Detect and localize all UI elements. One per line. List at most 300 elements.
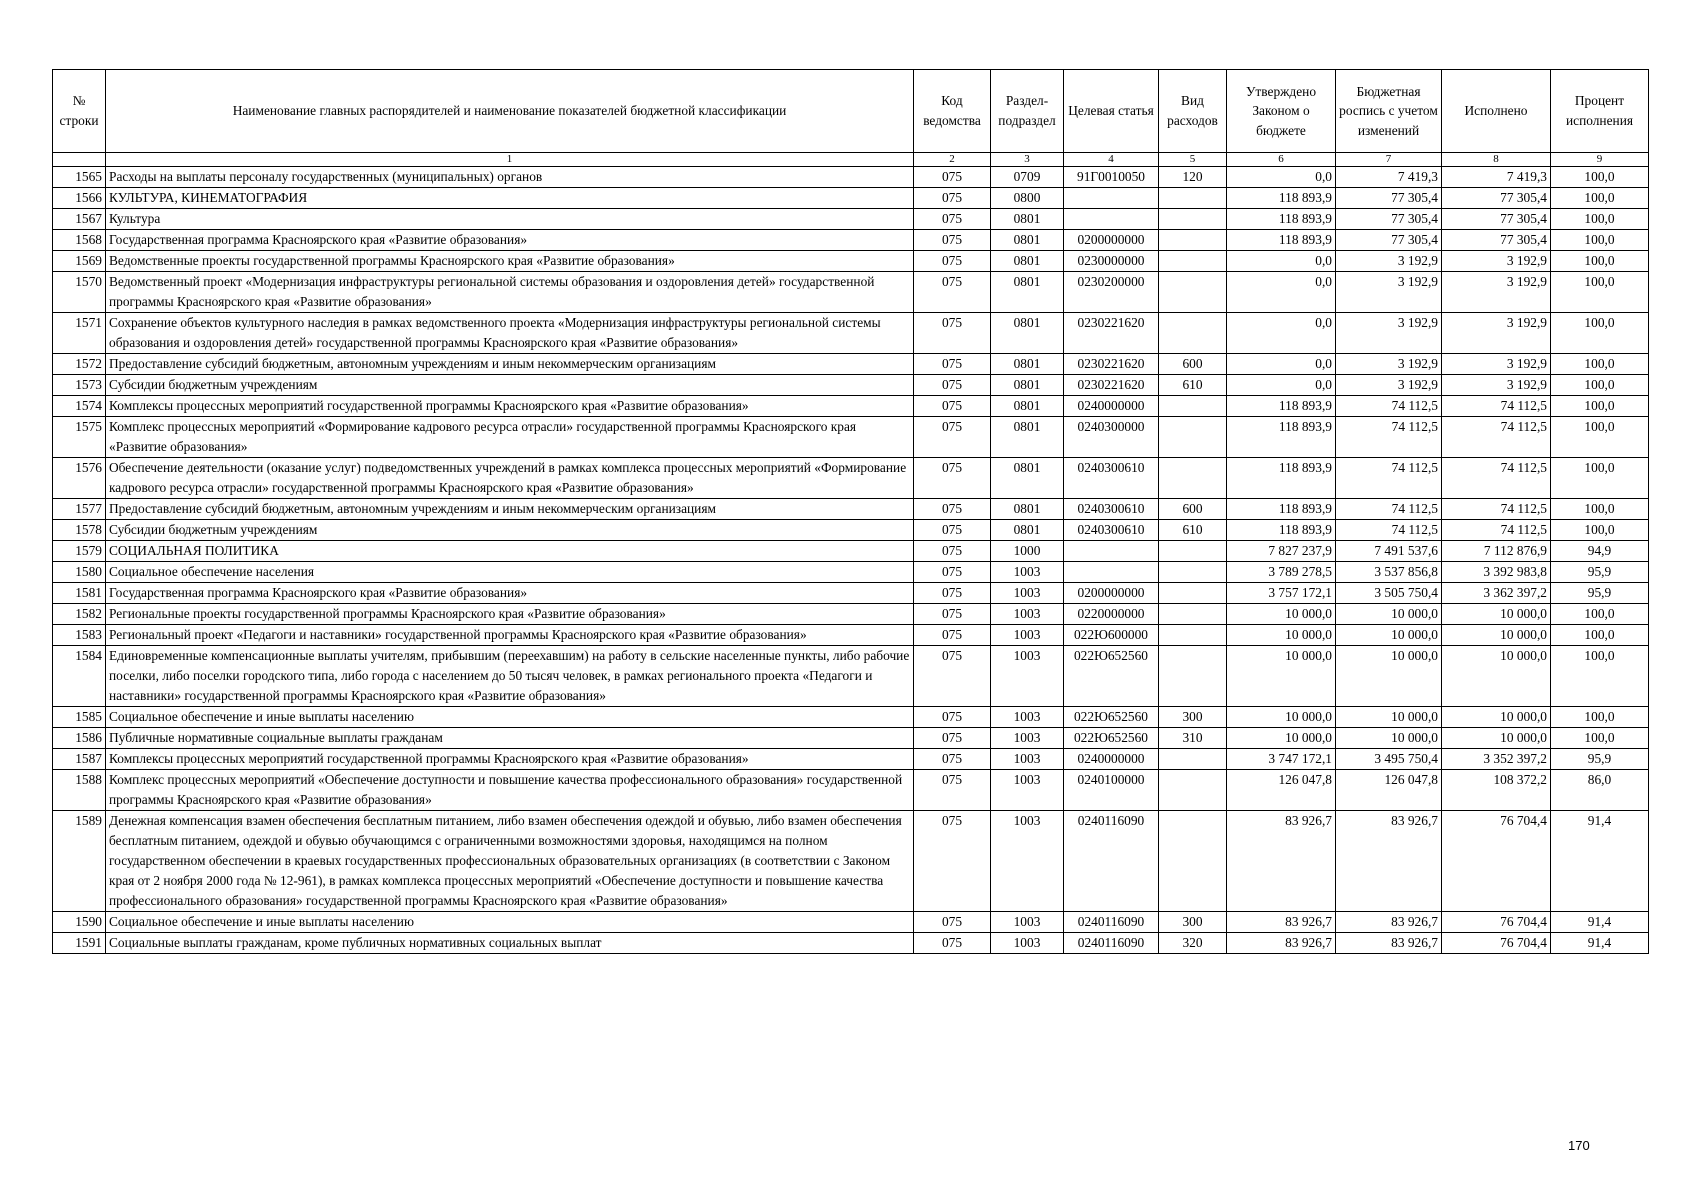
target-article: 0240116090 <box>1064 933 1159 954</box>
execution-percent: 95,9 <box>1551 583 1649 604</box>
expense-type: 120 <box>1159 167 1227 188</box>
expense-type <box>1159 458 1227 499</box>
section-code: 1000 <box>991 541 1064 562</box>
indicator-name: Региональные проекты государственной программы Красноярского края «Развитие образования» <box>106 604 914 625</box>
budget-schedule-amount: 3 192,9 <box>1336 354 1442 375</box>
execution-percent: 100,0 <box>1551 188 1649 209</box>
approved-amount: 126 047,8 <box>1227 770 1336 811</box>
column-number: 7 <box>1336 153 1442 167</box>
department-code: 075 <box>914 562 991 583</box>
section-code: 0801 <box>991 354 1064 375</box>
expense-type: 310 <box>1159 728 1227 749</box>
expense-type <box>1159 604 1227 625</box>
department-code: 075 <box>914 417 991 458</box>
executed-amount: 10 000,0 <box>1442 604 1551 625</box>
execution-percent: 100,0 <box>1551 458 1649 499</box>
section-code: 0800 <box>991 188 1064 209</box>
expense-type: 600 <box>1159 499 1227 520</box>
table-header-row <box>53 70 1649 153</box>
section-code: 1003 <box>991 811 1064 912</box>
execution-percent: 91,4 <box>1551 933 1649 954</box>
executed-amount: 76 704,4 <box>1442 933 1551 954</box>
approved-amount: 7 827 237,9 <box>1227 541 1336 562</box>
expense-type <box>1159 625 1227 646</box>
section-code: 0801 <box>991 375 1064 396</box>
target-article: 022Ю652560 <box>1064 646 1159 707</box>
indicator-name: Государственная программа Красноярского края «Развитие образования» <box>106 583 914 604</box>
execution-percent: 100,0 <box>1551 230 1649 251</box>
target-article: 0240100000 <box>1064 770 1159 811</box>
header-section: Раздел-подраздел <box>991 70 1064 153</box>
execution-percent: 100,0 <box>1551 272 1649 313</box>
budget-schedule-amount: 77 305,4 <box>1336 230 1442 251</box>
row-number: 1567 <box>53 209 106 230</box>
indicator-name: Комплексы процессных мероприятий государственной программы Красноярского края «Развитие образования» <box>106 396 914 417</box>
target-article <box>1064 188 1159 209</box>
table-row <box>53 458 1649 499</box>
department-code: 075 <box>914 646 991 707</box>
section-code: 1003 <box>991 604 1064 625</box>
executed-amount: 7 112 876,9 <box>1442 541 1551 562</box>
execution-percent: 91,4 <box>1551 811 1649 912</box>
budget-schedule-amount: 3 537 856,8 <box>1336 562 1442 583</box>
table-row <box>53 625 1649 646</box>
table-row <box>53 811 1649 912</box>
table-row <box>53 749 1649 770</box>
department-code: 075 <box>914 811 991 912</box>
column-number: 8 <box>1442 153 1551 167</box>
approved-amount: 10 000,0 <box>1227 646 1336 707</box>
expense-type: 610 <box>1159 520 1227 541</box>
row-number: 1585 <box>53 707 106 728</box>
column-number: 2 <box>914 153 991 167</box>
execution-percent: 95,9 <box>1551 749 1649 770</box>
approved-amount: 3 757 172,1 <box>1227 583 1336 604</box>
table-row <box>53 375 1649 396</box>
expense-type <box>1159 749 1227 770</box>
target-article: 022Ю652560 <box>1064 728 1159 749</box>
section-code: 1003 <box>991 625 1064 646</box>
table-row <box>53 167 1649 188</box>
section-code: 1003 <box>991 912 1064 933</box>
indicator-name: Социальное обеспечение и иные выплаты населению <box>106 912 914 933</box>
row-number: 1589 <box>53 811 106 912</box>
expense-type <box>1159 396 1227 417</box>
department-code: 075 <box>914 272 991 313</box>
row-number: 1568 <box>53 230 106 251</box>
header-expense-type: Вид расходов <box>1159 70 1227 153</box>
department-code: 075 <box>914 396 991 417</box>
row-number: 1574 <box>53 396 106 417</box>
executed-amount: 77 305,4 <box>1442 209 1551 230</box>
approved-amount: 10 000,0 <box>1227 625 1336 646</box>
executed-amount: 3 192,9 <box>1442 313 1551 354</box>
department-code: 075 <box>914 188 991 209</box>
department-code: 075 <box>914 728 991 749</box>
expense-type <box>1159 251 1227 272</box>
row-number: 1586 <box>53 728 106 749</box>
table-row <box>53 583 1649 604</box>
department-code: 075 <box>914 625 991 646</box>
target-article: 0240300610 <box>1064 499 1159 520</box>
target-article: 91Г0010050 <box>1064 167 1159 188</box>
budget-schedule-amount: 77 305,4 <box>1336 209 1442 230</box>
indicator-name: Культура <box>106 209 914 230</box>
expense-type <box>1159 770 1227 811</box>
budget-report-table <box>52 69 1649 954</box>
execution-percent: 100,0 <box>1551 604 1649 625</box>
execution-percent: 100,0 <box>1551 520 1649 541</box>
executed-amount: 76 704,4 <box>1442 912 1551 933</box>
row-number: 1573 <box>53 375 106 396</box>
indicator-name: Государственная программа Красноярского края «Развитие образования» <box>106 230 914 251</box>
budget-schedule-amount: 3 505 750,4 <box>1336 583 1442 604</box>
table-row <box>53 770 1649 811</box>
target-article <box>1064 562 1159 583</box>
section-code: 0801 <box>991 417 1064 458</box>
expense-type <box>1159 313 1227 354</box>
approved-amount: 83 926,7 <box>1227 933 1336 954</box>
execution-percent: 100,0 <box>1551 167 1649 188</box>
execution-percent: 100,0 <box>1551 354 1649 375</box>
table-row <box>53 230 1649 251</box>
expense-type: 300 <box>1159 707 1227 728</box>
expense-type <box>1159 188 1227 209</box>
section-code: 1003 <box>991 646 1064 707</box>
executed-amount: 74 112,5 <box>1442 499 1551 520</box>
row-number: 1570 <box>53 272 106 313</box>
budget-schedule-amount: 10 000,0 <box>1336 604 1442 625</box>
row-number: 1581 <box>53 583 106 604</box>
budget-schedule-amount: 77 305,4 <box>1336 188 1442 209</box>
column-number: 5 <box>1159 153 1227 167</box>
execution-percent: 100,0 <box>1551 499 1649 520</box>
target-article: 022Ю600000 <box>1064 625 1159 646</box>
section-code: 1003 <box>991 562 1064 583</box>
expense-type <box>1159 562 1227 583</box>
execution-percent: 91,4 <box>1551 912 1649 933</box>
approved-amount: 3 747 172,1 <box>1227 749 1336 770</box>
department-code: 075 <box>914 707 991 728</box>
table-row <box>53 707 1649 728</box>
executed-amount: 3 192,9 <box>1442 375 1551 396</box>
department-code: 075 <box>914 541 991 562</box>
table-row <box>53 251 1649 272</box>
approved-amount: 0,0 <box>1227 313 1336 354</box>
execution-percent: 100,0 <box>1551 313 1649 354</box>
executed-amount: 74 112,5 <box>1442 396 1551 417</box>
approved-amount: 83 926,7 <box>1227 912 1336 933</box>
approved-amount: 0,0 <box>1227 375 1336 396</box>
execution-percent: 100,0 <box>1551 707 1649 728</box>
department-code: 075 <box>914 458 991 499</box>
executed-amount: 10 000,0 <box>1442 625 1551 646</box>
executed-amount: 3 362 397,2 <box>1442 583 1551 604</box>
indicator-name: Предоставление субсидий бюджетным, автономным учреждениям и иным некоммерческим организациям <box>106 499 914 520</box>
approved-amount: 10 000,0 <box>1227 604 1336 625</box>
table-row <box>53 520 1649 541</box>
executed-amount: 77 305,4 <box>1442 188 1551 209</box>
expense-type: 610 <box>1159 375 1227 396</box>
executed-amount: 10 000,0 <box>1442 728 1551 749</box>
target-article: 022Ю652560 <box>1064 707 1159 728</box>
section-code: 1003 <box>991 583 1064 604</box>
indicator-name: Региональный проект «Педагоги и наставники» государственной программы Красноярского края «Развитие образования» <box>106 625 914 646</box>
budget-schedule-amount: 83 926,7 <box>1336 811 1442 912</box>
executed-amount: 77 305,4 <box>1442 230 1551 251</box>
header-approved: Утверждено Законом о бюджете <box>1227 70 1336 153</box>
approved-amount: 118 893,9 <box>1227 458 1336 499</box>
approved-amount: 0,0 <box>1227 272 1336 313</box>
indicator-name: Социальные выплаты гражданам, кроме публичных нормативных социальных выплат <box>106 933 914 954</box>
table-row <box>53 417 1649 458</box>
target-article: 0230200000 <box>1064 272 1159 313</box>
indicator-name: КУЛЬТУРА, КИНЕМАТОГРАФИЯ <box>106 188 914 209</box>
executed-amount: 3 192,9 <box>1442 354 1551 375</box>
executed-amount: 7 419,3 <box>1442 167 1551 188</box>
expense-type: 320 <box>1159 933 1227 954</box>
table-row <box>53 912 1649 933</box>
section-code: 0801 <box>991 396 1064 417</box>
budget-schedule-amount: 10 000,0 <box>1336 707 1442 728</box>
header-budget-schedule: Бюджетная роспись с учетом изменений <box>1336 70 1442 153</box>
expense-type <box>1159 209 1227 230</box>
executed-amount: 3 352 397,2 <box>1442 749 1551 770</box>
target-article: 0200000000 <box>1064 230 1159 251</box>
budget-schedule-amount: 3 495 750,4 <box>1336 749 1442 770</box>
target-article: 0230221620 <box>1064 313 1159 354</box>
indicator-name: Предоставление субсидий бюджетным, автономным учреждениям и иным некоммерческим организациям <box>106 354 914 375</box>
expense-type: 600 <box>1159 354 1227 375</box>
approved-amount: 0,0 <box>1227 251 1336 272</box>
budget-schedule-amount: 126 047,8 <box>1336 770 1442 811</box>
indicator-name: СОЦИАЛЬНАЯ ПОЛИТИКА <box>106 541 914 562</box>
budget-schedule-amount: 10 000,0 <box>1336 728 1442 749</box>
row-number: 1579 <box>53 541 106 562</box>
section-code: 0801 <box>991 209 1064 230</box>
header-executed: Исполнено <box>1442 70 1551 153</box>
execution-percent: 100,0 <box>1551 646 1649 707</box>
expense-type: 300 <box>1159 912 1227 933</box>
column-number: 6 <box>1227 153 1336 167</box>
executed-amount: 10 000,0 <box>1442 646 1551 707</box>
approved-amount: 118 893,9 <box>1227 396 1336 417</box>
department-code: 075 <box>914 912 991 933</box>
target-article: 0240116090 <box>1064 811 1159 912</box>
budget-schedule-amount: 74 112,5 <box>1336 458 1442 499</box>
execution-percent: 100,0 <box>1551 728 1649 749</box>
target-article: 0230221620 <box>1064 354 1159 375</box>
department-code: 075 <box>914 375 991 396</box>
budget-schedule-amount: 7 419,3 <box>1336 167 1442 188</box>
approved-amount: 118 893,9 <box>1227 209 1336 230</box>
department-code: 075 <box>914 354 991 375</box>
department-code: 075 <box>914 604 991 625</box>
table-row <box>53 272 1649 313</box>
section-code: 0801 <box>991 458 1064 499</box>
approved-amount: 10 000,0 <box>1227 728 1336 749</box>
execution-percent: 100,0 <box>1551 625 1649 646</box>
indicator-name: Субсидии бюджетным учреждениям <box>106 520 914 541</box>
section-code: 1003 <box>991 728 1064 749</box>
execution-percent: 100,0 <box>1551 251 1649 272</box>
budget-schedule-amount: 10 000,0 <box>1336 625 1442 646</box>
expense-type <box>1159 272 1227 313</box>
row-number: 1571 <box>53 313 106 354</box>
row-number: 1565 <box>53 167 106 188</box>
row-number: 1576 <box>53 458 106 499</box>
column-number: 1 <box>106 153 914 167</box>
indicator-name: Денежная компенсация взамен обеспечения бесплатным питанием, либо взамен обеспечения одеждой и обувью, либо взамен обеспечения бесплатным питанием, одеждой и обувью обучающимся с ограниченными возможностями здоровья, находящимся на полном государственном обеспечении в краевых государственных профессиональных образовательных организациях (в соответствии с Законом края от 2 ноября 2000 года № 12-961), в рамках комплекса процессных мероприятий «Обеспечение доступности и повышение качества профессионального образования» государственной программы Красноярского края «Развитие образования» <box>106 811 914 912</box>
approved-amount: 118 893,9 <box>1227 188 1336 209</box>
row-number: 1572 <box>53 354 106 375</box>
department-code: 075 <box>914 230 991 251</box>
execution-percent: 95,9 <box>1551 562 1649 583</box>
section-code: 1003 <box>991 933 1064 954</box>
table-row <box>53 562 1649 583</box>
approved-amount: 118 893,9 <box>1227 499 1336 520</box>
department-code: 075 <box>914 209 991 230</box>
table-row <box>53 541 1649 562</box>
target-article: 0230221620 <box>1064 375 1159 396</box>
section-code: 0801 <box>991 251 1064 272</box>
indicator-name: Субсидии бюджетным учреждениям <box>106 375 914 396</box>
row-number: 1588 <box>53 770 106 811</box>
executed-amount: 74 112,5 <box>1442 520 1551 541</box>
indicator-name: Комплекс процессных мероприятий «Формирование кадрового ресурса отрасли» государственной программы Красноярского края «Развитие образования» <box>106 417 914 458</box>
row-number: 1583 <box>53 625 106 646</box>
row-number: 1569 <box>53 251 106 272</box>
executed-amount: 74 112,5 <box>1442 417 1551 458</box>
header-target-article: Целевая статья <box>1064 70 1159 153</box>
table-row <box>53 354 1649 375</box>
column-number: 4 <box>1064 153 1159 167</box>
target-article <box>1064 209 1159 230</box>
row-number: 1577 <box>53 499 106 520</box>
section-code: 1003 <box>991 707 1064 728</box>
execution-percent: 100,0 <box>1551 396 1649 417</box>
column-number: 3 <box>991 153 1064 167</box>
section-code: 0709 <box>991 167 1064 188</box>
approved-amount: 83 926,7 <box>1227 811 1336 912</box>
department-code: 075 <box>914 499 991 520</box>
table-row <box>53 499 1649 520</box>
table-row <box>53 209 1649 230</box>
row-number: 1590 <box>53 912 106 933</box>
page-number: 170 <box>1568 1138 1590 1153</box>
department-code: 075 <box>914 933 991 954</box>
budget-schedule-amount: 3 192,9 <box>1336 251 1442 272</box>
column-number-row <box>53 153 1649 167</box>
executed-amount: 3 392 983,8 <box>1442 562 1551 583</box>
execution-percent: 94,9 <box>1551 541 1649 562</box>
approved-amount: 10 000,0 <box>1227 707 1336 728</box>
target-article: 0240000000 <box>1064 396 1159 417</box>
budget-schedule-amount: 74 112,5 <box>1336 396 1442 417</box>
executed-amount: 74 112,5 <box>1442 458 1551 499</box>
target-article: 0240116090 <box>1064 912 1159 933</box>
row-number: 1566 <box>53 188 106 209</box>
department-code: 075 <box>914 251 991 272</box>
execution-percent: 100,0 <box>1551 209 1649 230</box>
budget-schedule-amount: 3 192,9 <box>1336 313 1442 354</box>
row-number: 1580 <box>53 562 106 583</box>
execution-percent: 100,0 <box>1551 417 1649 458</box>
row-number: 1587 <box>53 749 106 770</box>
department-code: 075 <box>914 520 991 541</box>
budget-schedule-amount: 74 112,5 <box>1336 417 1442 458</box>
section-code: 1003 <box>991 770 1064 811</box>
executed-amount: 3 192,9 <box>1442 251 1551 272</box>
expense-type <box>1159 230 1227 251</box>
table-row <box>53 646 1649 707</box>
indicator-name: Ведомственный проект «Модернизация инфраструктуры региональной системы образования и оздоровления детей» государственной программы Красноярского края «Развитие образования» <box>106 272 914 313</box>
header-department-code: Код ведомства <box>914 70 991 153</box>
row-number: 1591 <box>53 933 106 954</box>
table-row <box>53 188 1649 209</box>
approved-amount: 0,0 <box>1227 167 1336 188</box>
indicator-name: Публичные нормативные социальные выплаты гражданам <box>106 728 914 749</box>
row-number: 1575 <box>53 417 106 458</box>
target-article: 0220000000 <box>1064 604 1159 625</box>
indicator-name: Комплексы процессных мероприятий государственной программы Красноярского края «Развитие образования» <box>106 749 914 770</box>
target-article: 0200000000 <box>1064 583 1159 604</box>
approved-amount: 118 893,9 <box>1227 417 1336 458</box>
expense-type <box>1159 541 1227 562</box>
execution-percent: 86,0 <box>1551 770 1649 811</box>
indicator-name: Расходы на выплаты персоналу государственных (муниципальных) органов <box>106 167 914 188</box>
section-code: 0801 <box>991 499 1064 520</box>
target-article <box>1064 541 1159 562</box>
approved-amount: 3 789 278,5 <box>1227 562 1336 583</box>
budget-schedule-amount: 83 926,7 <box>1336 912 1442 933</box>
expense-type <box>1159 811 1227 912</box>
budget-schedule-amount: 10 000,0 <box>1336 646 1442 707</box>
column-number <box>53 153 106 167</box>
department-code: 075 <box>914 583 991 604</box>
indicator-name: Единовременные компенсационные выплаты учителям, прибывшим (переехавшим) на работу в сельские населенные пункты, либо рабочие поселки, либо поселки городского типа, либо города с населением до 50 тысяч человек, в рамках регионального проекта «Педагоги и наставники» государственной программы Красноярского края «Развитие образования» <box>106 646 914 707</box>
expense-type <box>1159 583 1227 604</box>
budget-schedule-amount: 3 192,9 <box>1336 272 1442 313</box>
column-number: 9 <box>1551 153 1649 167</box>
indicator-name: Ведомственные проекты государственной программы Красноярского края «Развитие образования» <box>106 251 914 272</box>
executed-amount: 76 704,4 <box>1442 811 1551 912</box>
budget-schedule-amount: 3 192,9 <box>1336 375 1442 396</box>
budget-schedule-amount: 7 491 537,6 <box>1336 541 1442 562</box>
target-article: 0240300000 <box>1064 417 1159 458</box>
table-row <box>53 396 1649 417</box>
indicator-name: Комплекс процессных мероприятий «Обеспечение доступности и повышение качества профессионального образования» государственной программы Красноярского края «Развитие образования» <box>106 770 914 811</box>
budget-schedule-amount: 83 926,7 <box>1336 933 1442 954</box>
target-article: 0240300610 <box>1064 520 1159 541</box>
section-code: 0801 <box>991 230 1064 251</box>
approved-amount: 118 893,9 <box>1227 520 1336 541</box>
department-code: 075 <box>914 749 991 770</box>
approved-amount: 0,0 <box>1227 354 1336 375</box>
row-number: 1584 <box>53 646 106 707</box>
expense-type <box>1159 417 1227 458</box>
table-row <box>53 604 1649 625</box>
section-code: 0801 <box>991 313 1064 354</box>
indicator-name: Социальное обеспечение и иные выплаты населению <box>106 707 914 728</box>
indicator-name: Сохранение объектов культурного наследия в рамках ведомственного проекта «Модернизация инфраструктуры региональной системы образования и оздоровления детей» государственной программы Красноярского края «Развитие образования» <box>106 313 914 354</box>
target-article: 0240300610 <box>1064 458 1159 499</box>
section-code: 0801 <box>991 272 1064 313</box>
table-row <box>53 728 1649 749</box>
indicator-name: Обеспечение деятельности (оказание услуг) подведомственных учреждений в рамках комплекса процессных мероприятий «Формирование кадрового ресурса отрасли» государственной программы Красноярского края «Развитие образования» <box>106 458 914 499</box>
header-name: Наименование главных распорядителей и наименование показателей бюджетной классификации <box>106 70 914 153</box>
header-percent: Процент исполнения <box>1551 70 1649 153</box>
